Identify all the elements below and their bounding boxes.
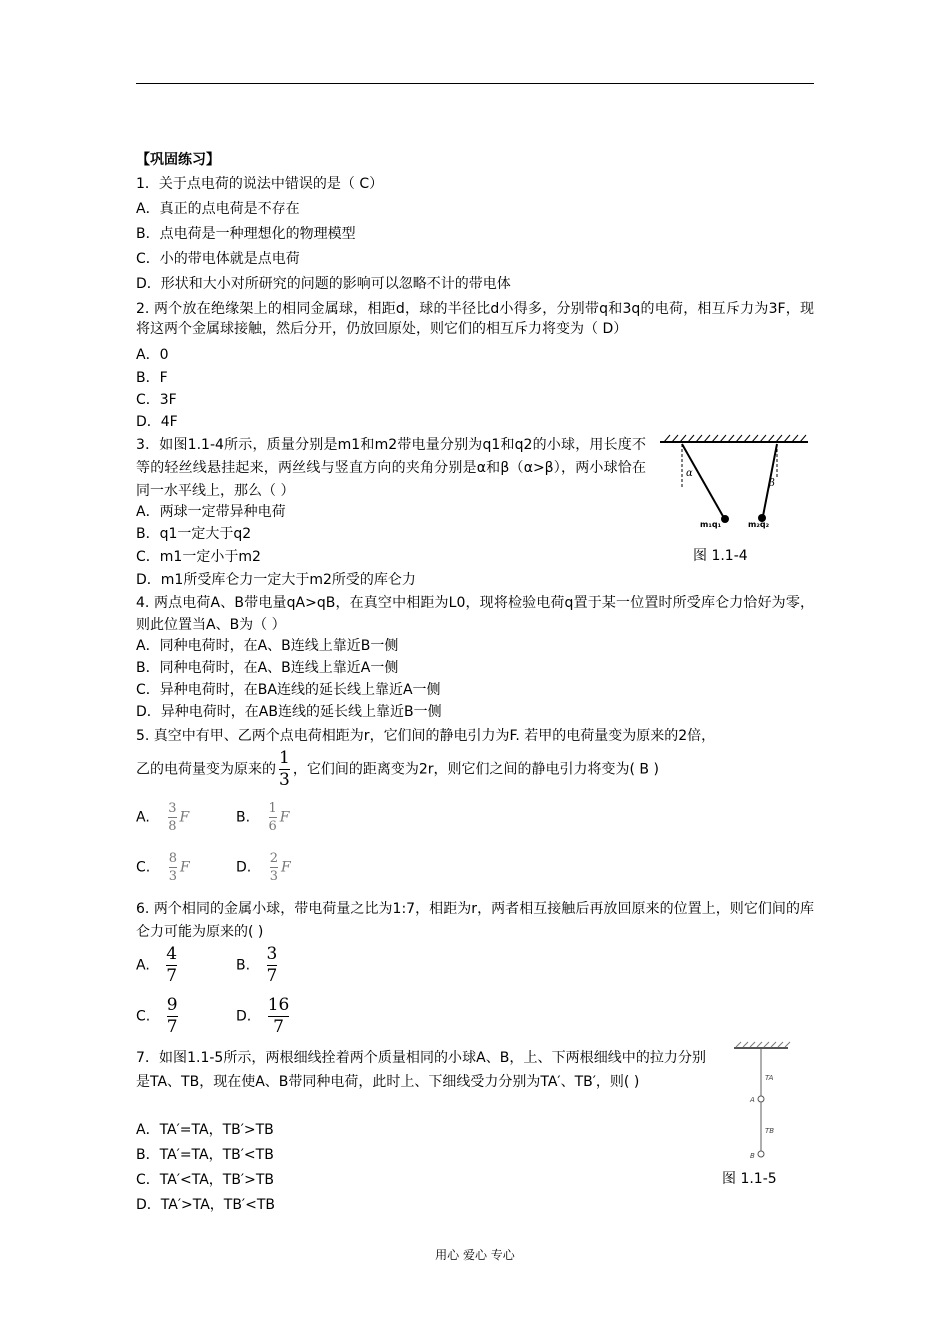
q6-option-d xyxy=(236,995,292,1038)
q6-option-d-label: D. xyxy=(236,1008,252,1025)
q7-option-c: C．TA′<TA，TB′>TB xyxy=(136,1172,274,1188)
right-ball-label: m₂q₂ xyxy=(748,520,770,529)
q6-option-b-label: B. xyxy=(236,957,251,974)
q5-stem-fraction xyxy=(279,748,290,791)
q5-option-a-den: 8 xyxy=(168,819,177,834)
header-rule xyxy=(136,83,814,84)
b-label: B xyxy=(750,1152,755,1160)
ball-a xyxy=(758,1096,764,1102)
q6-option-d-frac xyxy=(268,995,290,1038)
q5-option-d-den: 3 xyxy=(269,869,278,884)
q5-stem-line2 xyxy=(136,748,659,791)
q2-stem: 2. 两个放在绝缘架上的相同金属球，相距d，球的半径比d小得多，分别带q和3q的电荷，相互斥力为3F，现将这两个金属球接触，然后分开，仍放回原处，则它们的相互斥力将变为（ D） xyxy=(136,301,814,337)
q5-stem-frac-num: 1 xyxy=(279,748,290,768)
q3-option-d: D．m1所受库仑力一定大于m2所受的库仑力 xyxy=(136,572,416,588)
a-label: A xyxy=(750,1096,755,1104)
page-footer: 用心 爱心 专心 xyxy=(435,1248,515,1262)
q6-option-b-num: 3 xyxy=(266,944,278,964)
q6-option-a-frac xyxy=(166,944,177,987)
q5-option-c-den: 3 xyxy=(168,869,177,884)
q5-option-b-den: 6 xyxy=(268,819,277,834)
q5-option-a-num: 3 xyxy=(168,801,177,816)
q6-option-d-num: 16 xyxy=(267,995,290,1015)
q4-option-c: C．异种电荷时，在BA连线的延长线上靠近A一侧 xyxy=(136,682,441,698)
q5-option-b-num: 1 xyxy=(268,801,277,816)
left-string xyxy=(682,444,724,518)
q7-option-d: D．TA′>TA，TB′<TB xyxy=(136,1197,275,1213)
ball-b xyxy=(758,1151,764,1157)
q5-option-b-unit: F xyxy=(279,809,290,826)
q5-option-c xyxy=(136,850,190,885)
section-title: 【巩固练习】 xyxy=(136,152,220,168)
q2-option-a: A．0 xyxy=(136,347,169,363)
q5-option-d-frac xyxy=(270,850,278,885)
q2-option-b: B．F xyxy=(136,370,168,386)
alpha-label: α xyxy=(686,468,693,479)
q5-option-c-unit: F xyxy=(179,859,190,876)
q5-option-b-frac xyxy=(269,800,277,835)
q5-stem-frac-den: 3 xyxy=(279,770,290,790)
q5-stem-text-a: 乙的电荷量变为原来的 xyxy=(136,761,276,778)
tb-label: TB xyxy=(765,1127,775,1135)
q4-option-a: A．同种电荷时，在A、B连线上靠近B一侧 xyxy=(136,638,399,654)
left-ball-label: m₁q₁ xyxy=(700,520,722,529)
q6-option-c xyxy=(136,995,181,1038)
q5-option-a-label: A. xyxy=(136,809,150,826)
q1-option-b: B．点电荷是一种理想化的物理模型 xyxy=(136,226,356,242)
q2-option-c: C．3F xyxy=(136,392,177,408)
q6-option-a-num: 4 xyxy=(166,944,178,964)
figure-caption-1-1-4: 图 1.1-4 xyxy=(693,548,748,564)
q4-option-b: B．同种电荷时，在A、B连线上靠近A一侧 xyxy=(136,660,399,676)
q5-option-a xyxy=(136,800,189,835)
figure-caption-1-1-5: 图 1.1-5 xyxy=(722,1171,777,1187)
q5-option-d-num: 2 xyxy=(269,851,278,866)
q5-stem-line1: 5. 真空中有甲、乙两个点电荷相距为r，它们间的静电引力为F. 若甲的电荷量变为原来的2倍， xyxy=(136,728,716,744)
q5-option-a-unit: F xyxy=(179,809,190,826)
q1-option-c: C．小的带电体就是点电荷 xyxy=(136,251,300,267)
q6-option-c-label: C. xyxy=(136,1008,151,1025)
q5-option-b-label: B. xyxy=(236,809,251,826)
q5-option-d-label: D. xyxy=(236,859,252,876)
q7-stem: 7．如图1.1-5所示，两根细线拴着两个质量相同的小球A、B，上、下两根细线中的拉力分别是TA、TB，现在使A、B带同种电荷，此时上、下细线受力分别为TA′、TB′，则( ) xyxy=(136,1050,706,1090)
ta-label: TA xyxy=(765,1074,774,1082)
q5-option-b xyxy=(236,800,290,835)
q6-option-b xyxy=(236,944,280,987)
q6-option-b-frac xyxy=(267,944,278,987)
q7-option-b: B．TA′=TA，TB′<TB xyxy=(136,1147,274,1163)
left-ball xyxy=(721,515,729,523)
q5-stem-text-b: ，它们间的距离变为2r，则它们之间的静电引力将变为( B ) xyxy=(292,761,659,778)
pendulum-figure-1-1-4 xyxy=(660,434,810,534)
q3-option-b: B．q1一定大于q2 xyxy=(136,526,252,542)
q5-option-d-unit: F xyxy=(280,859,291,876)
q3-option-a: A．两球一定带异种电荷 xyxy=(136,504,286,520)
q3-option-c: C．m1一定小于m2 xyxy=(136,549,261,565)
q6-option-a-label: A. xyxy=(136,957,150,974)
q5-option-c-frac xyxy=(169,850,177,885)
q6-option-b-den: 7 xyxy=(266,966,278,986)
q6-option-c-num: 9 xyxy=(166,995,178,1015)
q6-option-a-den: 7 xyxy=(166,966,178,986)
ceiling-hatching xyxy=(664,435,806,442)
q6-option-c-den: 7 xyxy=(166,1017,178,1037)
q4-option-d: D．异种电荷时，在AB连线的延长线上靠近B一侧 xyxy=(136,704,442,720)
beta-label: β xyxy=(769,478,775,489)
q1-option-d: D．形状和大小对所研究的问题的影响可以忽略不计的带电体 xyxy=(136,276,511,292)
q7-option-a: A．TA′=TA，TB′>TB xyxy=(136,1122,274,1138)
hanging-balls-figure-1-1-5 xyxy=(730,1040,794,1165)
q4-stem: 4. 两点电荷A、B带电量qA>qB，在真空中相距为L0，现将检验电荷q置于某一位置时所受库仑力恰好为零，则此位置当A、B为（ ） xyxy=(136,595,814,633)
q5-option-a-frac xyxy=(168,800,176,835)
q1-stem: 1．关于点电荷的说法中错误的是（ C） xyxy=(136,176,384,192)
q3-stem: 3．如图1.1-4所示，质量分别是m1和m2带电量分别为q1和q2的小球，用长度不等的轻丝线悬挂起来，两丝线与竖直方向的夹角分别是α和β（α>β），两小球恰在同一水平线上，那么（ ） xyxy=(136,437,646,499)
q5-option-c-num: 8 xyxy=(168,851,177,866)
q5-option-c-label: C. xyxy=(136,859,151,876)
support-hatching xyxy=(736,1042,790,1047)
q2-option-d: D．4F xyxy=(136,414,178,430)
q6-option-d-den: 7 xyxy=(273,1017,284,1037)
q5-option-d xyxy=(236,850,291,885)
q6-stem: 6. 两个相同的金属小球，带电荷量之比为1:7，相距为r，两者相互接触后再放回原来的位置上，则它们间的库仑力可能为原来的( ) xyxy=(136,901,814,940)
q6-option-a xyxy=(136,944,180,987)
q6-option-c-frac xyxy=(167,995,178,1038)
q1-option-a: A．真正的点电荷是不存在 xyxy=(136,201,300,217)
